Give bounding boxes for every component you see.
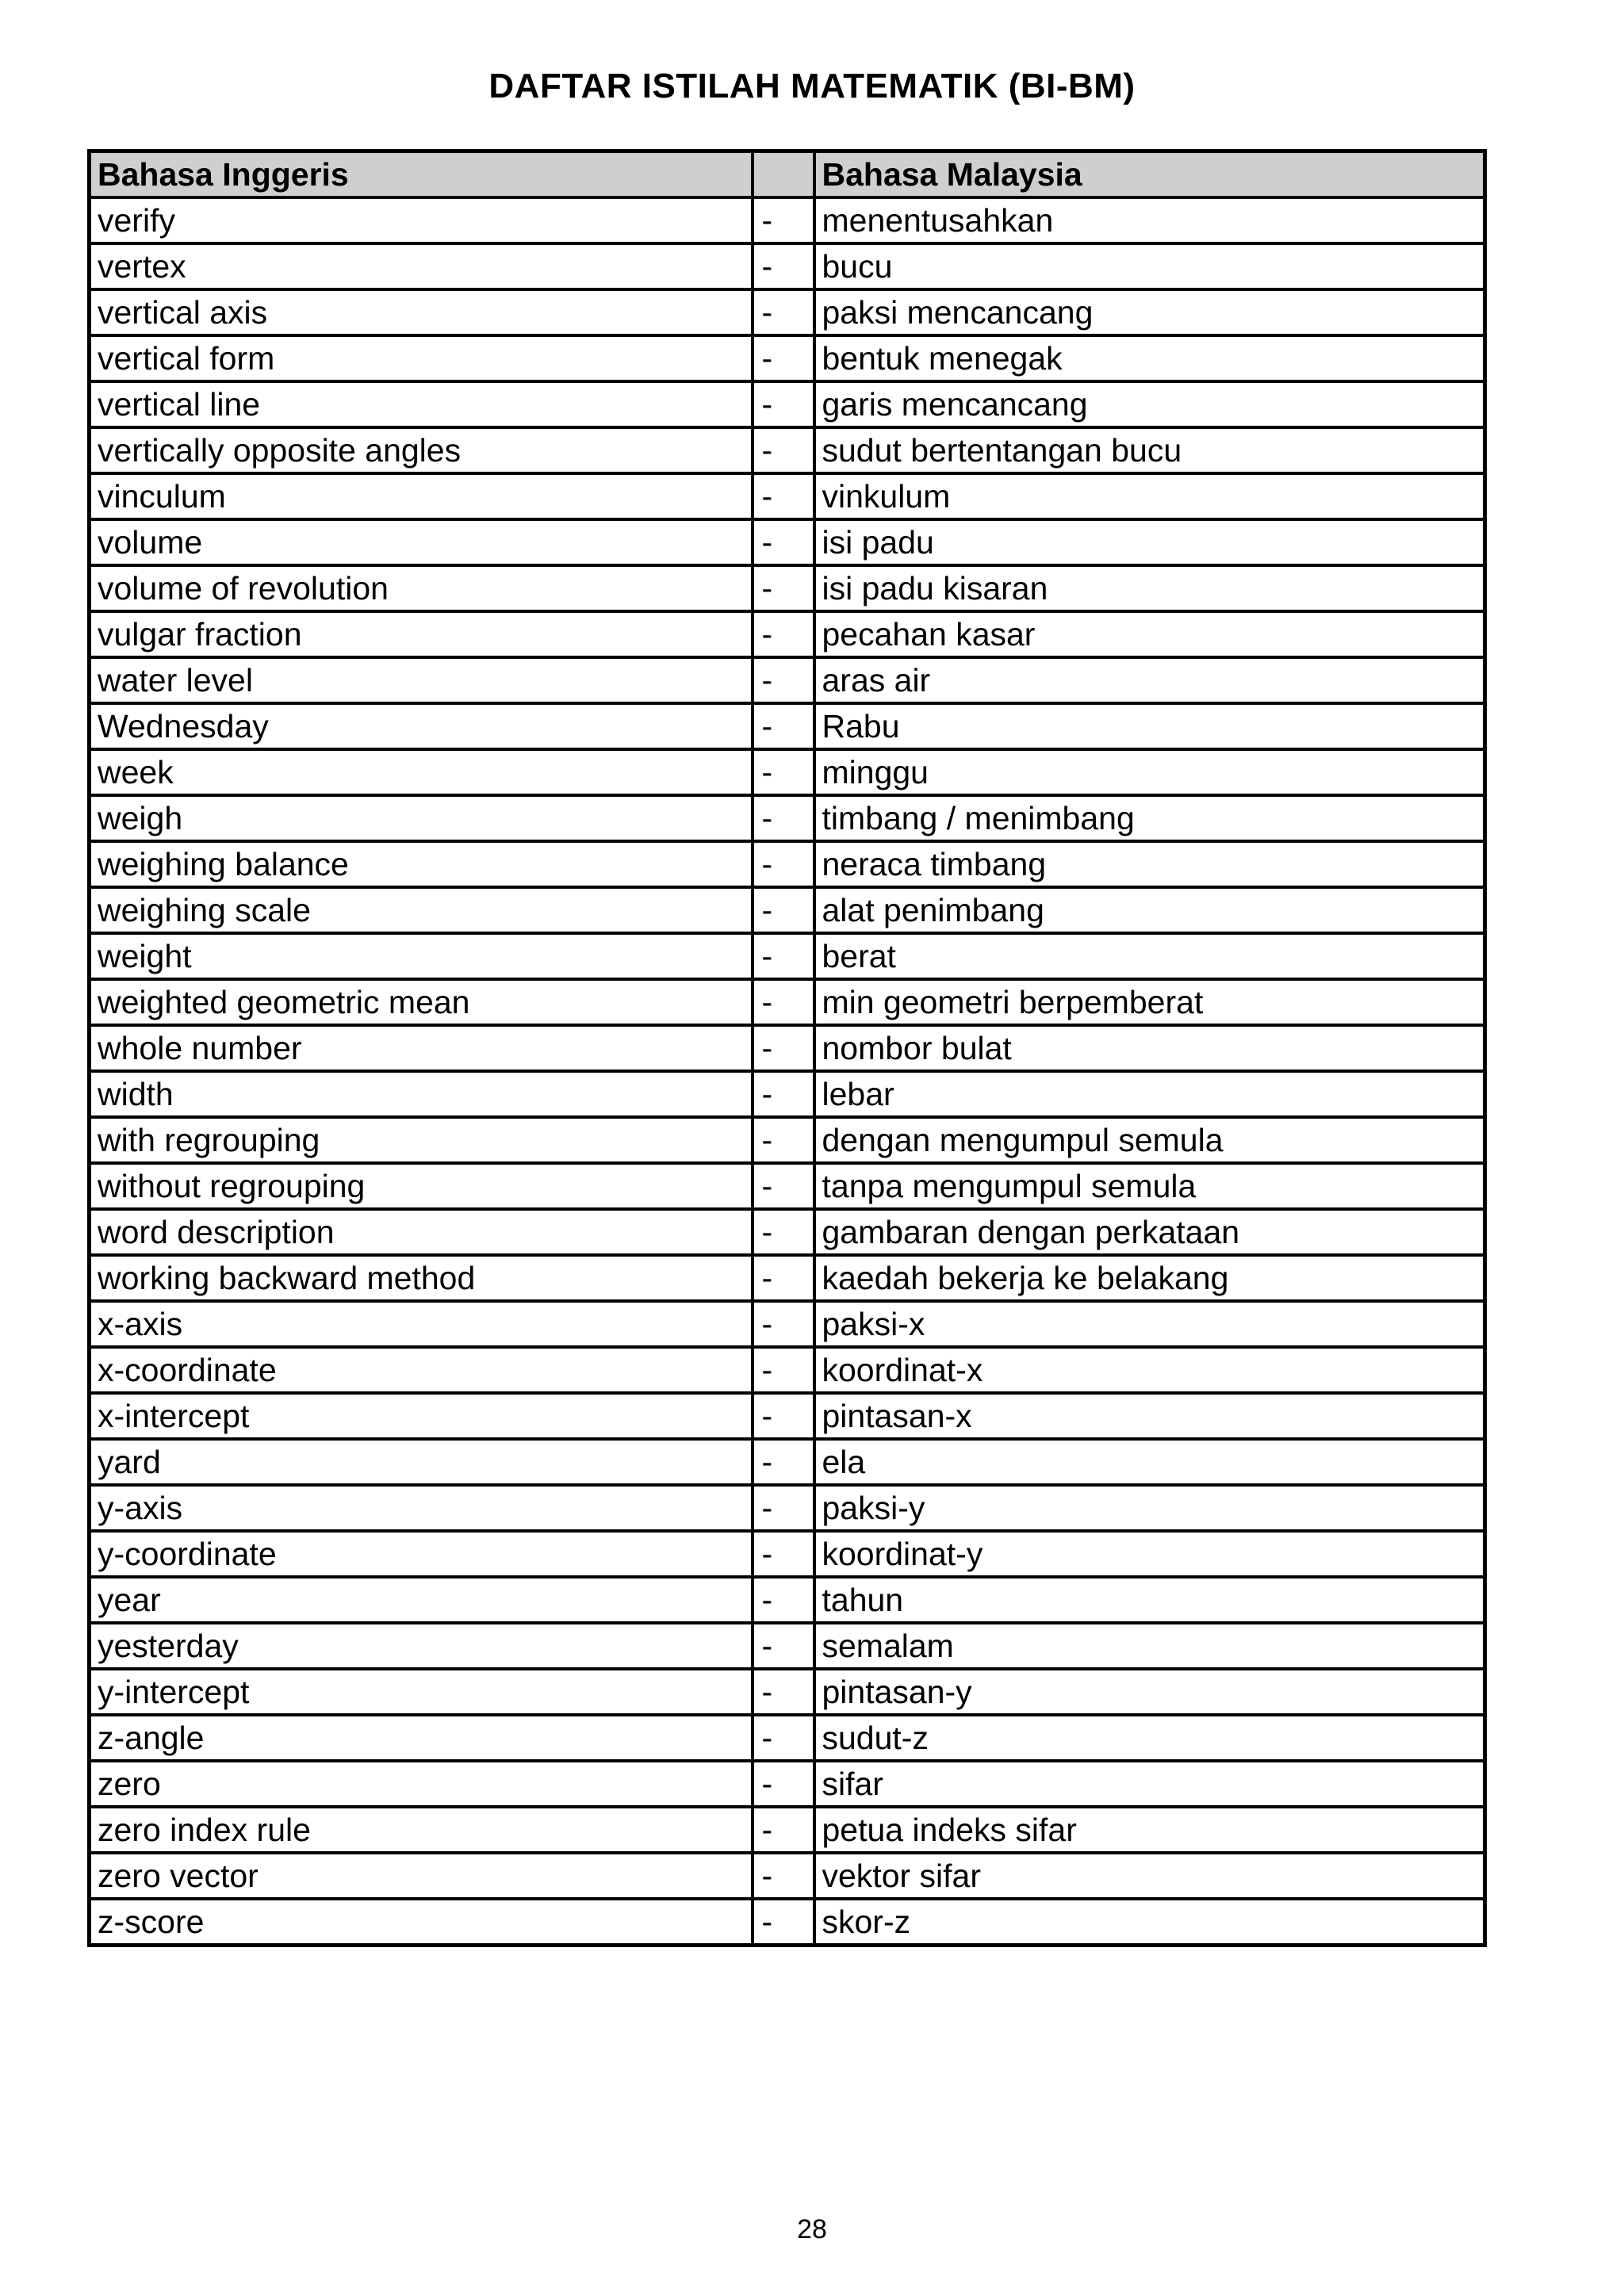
table-row xyxy=(90,979,1485,1025)
term-malay: min geometri berpemberat xyxy=(814,979,1485,1025)
term-separator: - xyxy=(753,979,814,1025)
term-separator: - xyxy=(753,381,814,427)
term-malay: bucu xyxy=(814,243,1485,289)
page-number: 28 xyxy=(797,2214,827,2244)
term-english: weight xyxy=(90,933,753,979)
term-malay: paksi-x xyxy=(814,1301,1485,1347)
table-row xyxy=(90,197,1485,243)
term-separator: - xyxy=(753,1117,814,1163)
term-separator: - xyxy=(753,795,814,841)
term-malay: gambaran dengan perkataan xyxy=(814,1209,1485,1255)
table-row xyxy=(90,381,1485,427)
term-malay: petua indeks sifar xyxy=(814,1807,1485,1853)
term-malay: sudut-z xyxy=(814,1715,1485,1761)
term-english: weighing scale xyxy=(90,887,753,933)
table-row xyxy=(90,749,1485,795)
term-english: width xyxy=(90,1071,753,1117)
table-row xyxy=(90,1577,1485,1623)
term-malay: pintasan-y xyxy=(814,1669,1485,1715)
table-row xyxy=(90,795,1485,841)
table-row xyxy=(90,611,1485,657)
page-title: DAFTAR ISTILAH MATEMATIK (BI-BM) xyxy=(488,67,1136,105)
term-separator: - xyxy=(753,1669,814,1715)
term-english: vertex xyxy=(90,243,753,289)
term-english: water level xyxy=(90,657,753,703)
term-separator: - xyxy=(753,1347,814,1393)
term-malay: garis mencancang xyxy=(814,381,1485,427)
term-malay: vinkulum xyxy=(814,473,1485,519)
term-english: whole number xyxy=(90,1025,753,1071)
header-english: Bahasa Inggeris xyxy=(90,151,753,198)
term-english: vertical axis xyxy=(90,289,753,335)
term-english: x-axis xyxy=(90,1301,753,1347)
term-english: zero xyxy=(90,1761,753,1807)
header-malay: Bahasa Malaysia xyxy=(814,151,1485,198)
term-separator: - xyxy=(753,887,814,933)
term-malay: minggu xyxy=(814,749,1485,795)
term-malay: tanpa mengumpul semula xyxy=(814,1163,1485,1209)
term-english: z-angle xyxy=(90,1715,753,1761)
table-header-row xyxy=(90,151,1485,198)
table-row xyxy=(90,243,1485,289)
term-malay: kaedah bekerja ke belakang xyxy=(814,1255,1485,1301)
term-english: x-intercept xyxy=(90,1393,753,1439)
term-english: y-intercept xyxy=(90,1669,753,1715)
term-english: volume of revolution xyxy=(90,565,753,611)
term-malay: nombor bulat xyxy=(814,1025,1485,1071)
table-row xyxy=(90,1025,1485,1071)
term-separator: - xyxy=(753,519,814,565)
term-malay: koordinat-y xyxy=(814,1531,1485,1577)
term-malay: isi padu kisaran xyxy=(814,565,1485,611)
term-malay: dengan mengumpul semula xyxy=(814,1117,1485,1163)
table-row xyxy=(90,1715,1485,1761)
term-separator: - xyxy=(753,1853,814,1899)
table-row xyxy=(90,289,1485,335)
term-separator: - xyxy=(753,243,814,289)
table-row xyxy=(90,1209,1485,1255)
term-english: z-score xyxy=(90,1899,753,1946)
term-separator: - xyxy=(753,427,814,473)
term-english: weighted geometric mean xyxy=(90,979,753,1025)
term-english: zero vector xyxy=(90,1853,753,1899)
glossary-body xyxy=(90,197,1485,1946)
term-separator: - xyxy=(753,1577,814,1623)
table-row xyxy=(90,335,1485,381)
header-separator xyxy=(753,151,814,198)
term-malay: bentuk menegak xyxy=(814,335,1485,381)
term-separator: - xyxy=(753,565,814,611)
term-english: week xyxy=(90,749,753,795)
table-row xyxy=(90,1807,1485,1853)
term-malay: sudut bertentangan bucu xyxy=(814,427,1485,473)
term-malay: tahun xyxy=(814,1577,1485,1623)
table-row xyxy=(90,565,1485,611)
table-row xyxy=(90,841,1485,887)
table-row xyxy=(90,703,1485,749)
term-malay: skor-z xyxy=(814,1899,1485,1946)
term-english: vertical line xyxy=(90,381,753,427)
term-separator: - xyxy=(753,197,814,243)
term-separator: - xyxy=(753,1899,814,1946)
term-english: x-coordinate xyxy=(90,1347,753,1393)
table-row xyxy=(90,887,1485,933)
term-english: vertical form xyxy=(90,335,753,381)
term-english: y-coordinate xyxy=(90,1531,753,1577)
term-separator: - xyxy=(753,335,814,381)
term-separator: - xyxy=(753,1531,814,1577)
table-row xyxy=(90,1761,1485,1807)
term-separator: - xyxy=(753,1393,814,1439)
table-row xyxy=(90,1531,1485,1577)
term-malay: timbang / menimbang xyxy=(814,795,1485,841)
term-malay: pintasan-x xyxy=(814,1393,1485,1439)
table-row xyxy=(90,1669,1485,1715)
term-separator: - xyxy=(753,1071,814,1117)
table-row xyxy=(90,933,1485,979)
term-english: y-axis xyxy=(90,1485,753,1531)
term-separator: - xyxy=(753,1761,814,1807)
table-row xyxy=(90,1255,1485,1301)
table-row xyxy=(90,1623,1485,1669)
term-malay: berat xyxy=(814,933,1485,979)
term-english: volume xyxy=(90,519,753,565)
term-separator: - xyxy=(753,1163,814,1209)
table-row xyxy=(90,427,1485,473)
term-malay: paksi mencancang xyxy=(814,289,1485,335)
term-separator: - xyxy=(753,657,814,703)
term-separator: - xyxy=(753,841,814,887)
term-english: working backward method xyxy=(90,1255,753,1301)
term-separator: - xyxy=(753,1025,814,1071)
term-english: zero index rule xyxy=(90,1807,753,1853)
term-separator: - xyxy=(753,933,814,979)
table-row xyxy=(90,1117,1485,1163)
table-row xyxy=(90,1163,1485,1209)
table-row xyxy=(90,473,1485,519)
table-row xyxy=(90,1899,1485,1946)
term-english: weighing balance xyxy=(90,841,753,887)
term-malay: paksi-y xyxy=(814,1485,1485,1531)
term-separator: - xyxy=(753,1807,814,1853)
term-separator: - xyxy=(753,1255,814,1301)
term-english: with regrouping xyxy=(90,1117,753,1163)
term-malay: vektor sifar xyxy=(814,1853,1485,1899)
term-separator: - xyxy=(753,1209,814,1255)
term-english: weigh xyxy=(90,795,753,841)
term-separator: - xyxy=(753,473,814,519)
term-english: without regrouping xyxy=(90,1163,753,1209)
table-row xyxy=(90,1439,1485,1485)
term-malay: sifar xyxy=(814,1761,1485,1807)
term-separator: - xyxy=(753,1439,814,1485)
term-malay: menentusahkan xyxy=(814,197,1485,243)
term-separator: - xyxy=(753,749,814,795)
term-separator: - xyxy=(753,703,814,749)
term-english: year xyxy=(90,1577,753,1623)
term-separator: - xyxy=(753,1485,814,1531)
table-row xyxy=(90,1485,1485,1531)
glossary-table xyxy=(87,149,1487,1947)
table-row xyxy=(90,1347,1485,1393)
table-row xyxy=(90,519,1485,565)
term-malay: lebar xyxy=(814,1071,1485,1117)
term-english: vulgar fraction xyxy=(90,611,753,657)
term-separator: - xyxy=(753,289,814,335)
term-malay: semalam xyxy=(814,1623,1485,1669)
term-malay: Rabu xyxy=(814,703,1485,749)
term-malay: alat penimbang xyxy=(814,887,1485,933)
term-malay: aras air xyxy=(814,657,1485,703)
term-malay: koordinat-x xyxy=(814,1347,1485,1393)
term-english: yesterday xyxy=(90,1623,753,1669)
table-row xyxy=(90,1853,1485,1899)
term-separator: - xyxy=(753,1623,814,1669)
term-separator: - xyxy=(753,1301,814,1347)
term-english: verify xyxy=(90,197,753,243)
term-english: vertically opposite angles xyxy=(90,427,753,473)
term-malay: isi padu xyxy=(814,519,1485,565)
term-malay: ela xyxy=(814,1439,1485,1485)
term-english: vinculum xyxy=(90,473,753,519)
table-row xyxy=(90,657,1485,703)
term-malay: pecahan kasar xyxy=(814,611,1485,657)
term-english: word description xyxy=(90,1209,753,1255)
table-row xyxy=(90,1393,1485,1439)
term-english: yard xyxy=(90,1439,753,1485)
table-row xyxy=(90,1301,1485,1347)
term-separator: - xyxy=(753,1715,814,1761)
table-row xyxy=(90,1071,1485,1117)
term-separator: - xyxy=(753,611,814,657)
term-english: Wednesday xyxy=(90,703,753,749)
term-malay: neraca timbang xyxy=(814,841,1485,887)
